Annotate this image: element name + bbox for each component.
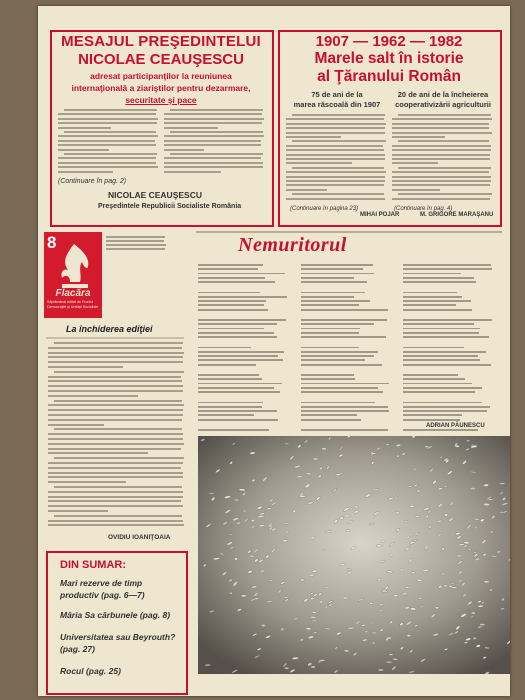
text-line <box>392 180 491 182</box>
text-line <box>106 240 164 242</box>
anniversary-author-left: MIHAI POJAR <box>360 212 400 218</box>
masthead-name: Flacăra <box>55 288 91 299</box>
text-line <box>392 176 491 178</box>
poem-line <box>403 429 478 431</box>
text-line <box>48 424 104 426</box>
poem-line <box>403 264 491 266</box>
poem-line <box>301 264 373 266</box>
text-line <box>286 184 384 186</box>
text-line <box>286 136 341 138</box>
president-message-subtitle-2: internaţională a ziariştilor pentru dezarmare, <box>71 83 251 93</box>
text-line <box>48 472 183 474</box>
grain <box>349 508 353 510</box>
text-line <box>48 520 183 522</box>
anniversary-col2-subtitle-2: cooperativizării agriculturii <box>395 100 491 109</box>
contents-item-2-line-1: Mâria Sa cărbunele (pag. 8) <box>60 610 171 620</box>
poem-line <box>198 296 287 298</box>
poem-line <box>301 300 370 302</box>
text-line <box>164 162 263 164</box>
president-message-title-1: MESAJUL PREŞEDINTELUI <box>61 33 261 50</box>
anniversary-col1-subtitle-1: 75 de ani de la <box>311 90 363 99</box>
text-line <box>392 127 489 129</box>
poem-line <box>301 309 389 311</box>
contents-item-3-line-2: (pag. 27) <box>60 644 95 654</box>
text-line <box>48 476 183 478</box>
poem-line <box>403 364 491 366</box>
text-line <box>164 122 262 124</box>
poem-line <box>403 378 465 380</box>
text-line <box>164 171 221 173</box>
text-line <box>286 154 385 156</box>
poem-line <box>301 304 360 306</box>
poem-line <box>198 359 283 361</box>
anniversary-col2-subtitle-1: 20 de ani de la încheierea <box>397 90 489 99</box>
poem-line <box>403 268 491 270</box>
grain <box>407 634 411 637</box>
poem-line <box>301 273 374 275</box>
text-line <box>286 189 327 191</box>
grain <box>284 667 288 669</box>
text-line <box>58 135 158 137</box>
text-line <box>286 149 384 151</box>
text-line <box>286 198 385 200</box>
text-line <box>48 452 148 454</box>
text-line <box>54 400 182 402</box>
anniversary-continuation-right: (Continuare în pag. 4) <box>394 206 453 212</box>
grain <box>459 580 463 582</box>
text-line <box>292 140 386 142</box>
poem-line <box>198 277 265 279</box>
poem-line <box>198 391 280 393</box>
grain <box>254 598 259 600</box>
signature-name: NICOLAE CEAUŞESCU <box>108 190 202 200</box>
text-line <box>64 131 156 133</box>
grain <box>425 446 429 448</box>
president-message-continuation: (Continuare în pag. 2) <box>58 178 127 185</box>
poem-line <box>403 336 488 338</box>
text-line <box>398 193 492 195</box>
contents-title: DIN SUMAR: <box>60 559 126 571</box>
grain <box>371 632 377 634</box>
poem-line <box>198 273 285 275</box>
editorial-body <box>48 342 184 530</box>
text-line <box>392 158 490 160</box>
contents-box <box>46 551 188 695</box>
grain <box>319 601 322 603</box>
anniversary-body <box>286 114 492 200</box>
anniversary-years: 1907 — 1962 — 1982 <box>315 33 463 50</box>
grain-photo-image <box>198 436 510 674</box>
grain <box>444 485 448 487</box>
text-line <box>106 236 165 238</box>
text-line <box>164 140 261 142</box>
poem-line <box>301 355 375 357</box>
text-line <box>48 347 182 349</box>
text-line <box>170 131 263 133</box>
poem-line <box>301 332 360 334</box>
text-line <box>48 524 184 526</box>
poem-line <box>301 328 360 330</box>
text-line <box>48 481 126 483</box>
poem-line <box>403 383 472 385</box>
poem-line <box>301 347 360 349</box>
text-line <box>54 371 184 373</box>
signature-role: Preşedintele Republicii Socialiste România <box>98 203 242 210</box>
poem-line <box>198 355 278 357</box>
issue-number: 8 <box>47 233 57 252</box>
poem-line <box>198 319 286 321</box>
grain <box>406 536 410 538</box>
poem-line <box>198 374 259 376</box>
text-line <box>48 356 183 358</box>
poem-author: ADRIAN PĂUNESCU <box>426 423 485 429</box>
poem-line <box>301 378 356 380</box>
text-line <box>286 145 383 147</box>
poem-line <box>198 429 269 431</box>
text-line <box>54 428 182 430</box>
poem-line <box>403 300 470 302</box>
poem-title: Nemuritorul <box>238 234 347 256</box>
grain <box>299 495 306 498</box>
grain <box>205 664 211 666</box>
text-line <box>164 118 264 120</box>
anniversary-author-right: M. GRIGORE MARAŞANU <box>420 212 494 218</box>
text-line <box>286 123 386 125</box>
text-line <box>392 123 489 125</box>
poem-line <box>301 292 365 294</box>
text-line <box>64 153 157 155</box>
grain <box>483 503 489 506</box>
grain <box>313 458 318 460</box>
poem-line <box>301 364 382 366</box>
text-line <box>286 158 385 160</box>
text-line <box>48 448 181 450</box>
text-line <box>392 132 492 134</box>
text-line <box>398 167 491 169</box>
text-line <box>48 390 183 392</box>
editorial-author: OVIDIU IOANIŢOAIA <box>108 534 171 541</box>
masthead-tagline: Săptămânal editat de Frontul Democraţiei şi Unităţii Socialiste <box>47 300 99 309</box>
text-line <box>170 153 263 155</box>
text-line <box>164 127 218 129</box>
text-line <box>48 443 184 445</box>
poem-line <box>403 296 462 298</box>
poem-line <box>198 414 254 416</box>
poem-line <box>198 410 277 412</box>
text-line <box>398 140 489 142</box>
grain <box>310 616 316 618</box>
text-line <box>48 380 182 382</box>
poem-line <box>198 292 260 294</box>
grain <box>324 587 329 589</box>
text-line <box>48 376 181 378</box>
text-line <box>392 118 492 120</box>
anniversary-title-2: al Ţăranului Român <box>317 68 461 85</box>
poem-line <box>301 319 388 321</box>
text-line <box>164 166 263 168</box>
grain <box>464 541 470 544</box>
grain <box>234 499 239 501</box>
grain <box>229 592 232 594</box>
poem-line <box>198 300 266 302</box>
poem-line <box>301 402 375 404</box>
grain <box>412 468 418 470</box>
text-line <box>164 135 264 137</box>
text-line <box>48 462 183 464</box>
poem-line <box>198 406 262 408</box>
poem-line <box>198 304 264 306</box>
poem-line <box>403 304 456 306</box>
poem-line <box>198 281 275 283</box>
editorial-rule <box>46 337 184 339</box>
text-line <box>106 244 166 246</box>
text-line <box>292 167 384 169</box>
poem-line <box>301 391 383 393</box>
text-line <box>292 193 384 195</box>
poem-line <box>301 281 367 283</box>
text-line <box>48 361 183 363</box>
poem-line <box>198 323 277 325</box>
poem-line <box>403 374 457 376</box>
anniversary-col1-subtitle-2: marea răscoală din 1907 <box>293 100 381 109</box>
text-line <box>48 419 182 421</box>
poem-line <box>403 359 479 361</box>
text-line <box>392 154 490 156</box>
text-line <box>54 486 182 488</box>
grain <box>378 669 383 671</box>
text-line <box>48 385 183 387</box>
poem-line <box>198 336 277 338</box>
poem-line <box>403 410 486 412</box>
text-line <box>48 433 183 435</box>
poem-text <box>198 264 498 432</box>
wheat-grain-photo <box>198 436 510 674</box>
text-line <box>48 438 183 440</box>
poem-line <box>403 332 479 334</box>
president-message-subtitle-3: securitate şi pace <box>125 95 197 105</box>
text-line <box>286 162 352 164</box>
grain <box>261 624 265 627</box>
poem-line <box>403 351 486 353</box>
grain <box>480 623 485 625</box>
grain <box>389 654 393 656</box>
poem-line <box>301 410 389 412</box>
grain <box>456 555 462 557</box>
contents-item-1-line-1: Mari rezerve de timp <box>60 578 143 588</box>
text-line <box>392 149 491 151</box>
contents-item-4-line-1: Rocul (pag. 25) <box>60 666 121 676</box>
text-line <box>164 157 261 159</box>
text-line <box>58 166 158 168</box>
text-line <box>58 149 109 151</box>
poem-line <box>301 323 374 325</box>
text-line <box>48 404 184 406</box>
text-line <box>58 127 111 129</box>
poem-line <box>198 378 262 380</box>
text-line <box>58 118 158 120</box>
text-line <box>286 118 384 120</box>
text-line <box>48 500 181 502</box>
grain <box>376 545 382 547</box>
text-line <box>58 140 155 142</box>
text-line <box>392 189 440 191</box>
text-line <box>58 162 156 164</box>
poem-line <box>403 355 478 357</box>
grain <box>470 487 476 490</box>
text-line <box>170 109 263 111</box>
poem-line <box>301 383 389 385</box>
text-line <box>286 171 386 173</box>
grain <box>241 595 247 597</box>
grain <box>394 594 398 597</box>
poem-line <box>301 419 362 421</box>
text-line <box>286 180 385 182</box>
grain <box>311 666 315 668</box>
poem-line <box>198 383 282 385</box>
text-line <box>292 114 385 116</box>
poem-line <box>198 402 263 404</box>
text-line <box>392 136 445 138</box>
text-line <box>58 122 157 124</box>
text-line <box>58 157 156 159</box>
grain <box>488 499 493 501</box>
president-message-title-2: NICOLAE CEAUŞESCU <box>78 51 244 68</box>
text-line <box>64 109 157 111</box>
grain <box>377 578 381 581</box>
poem-line <box>198 264 263 266</box>
editorial-heading: La închiderea ediţiei <box>66 324 153 334</box>
president-message-body <box>58 109 264 175</box>
grain <box>322 549 326 551</box>
text-line <box>54 515 182 517</box>
grain <box>435 606 439 609</box>
text-line <box>48 414 183 416</box>
text-line <box>58 113 156 115</box>
poem-line <box>198 309 268 311</box>
text-line <box>392 145 491 147</box>
text-line <box>164 144 261 146</box>
poem-line <box>301 296 354 298</box>
text-line <box>48 505 183 507</box>
text-line <box>286 132 385 134</box>
text-line <box>48 352 184 354</box>
text-line <box>48 496 183 498</box>
text-line <box>164 149 204 151</box>
newspaper-page <box>38 6 510 696</box>
poem-line <box>301 374 354 376</box>
text-line <box>58 171 113 173</box>
text-line <box>48 510 108 512</box>
text-line <box>392 198 490 200</box>
poem-line <box>403 277 474 279</box>
poem-line <box>198 387 274 389</box>
text-line <box>286 176 385 178</box>
text-line <box>398 114 491 116</box>
grain <box>473 552 477 554</box>
poem-line <box>301 268 364 270</box>
text-line <box>392 171 489 173</box>
text-line <box>392 184 490 186</box>
poem-line <box>301 406 389 408</box>
grain <box>306 627 312 630</box>
poem-line <box>403 323 474 325</box>
grain <box>369 602 373 604</box>
contents-item-1-line-2: productiv (pag. 6—7) <box>60 590 145 600</box>
flacara-masthead-logo <box>44 232 102 318</box>
grain <box>483 581 489 583</box>
poem-line <box>198 332 274 334</box>
poem-line <box>301 336 386 338</box>
poem-line <box>301 351 378 353</box>
poem-line <box>403 328 479 330</box>
poem-line <box>301 387 379 389</box>
text-line <box>54 342 183 344</box>
grain <box>346 530 350 532</box>
poem-line <box>198 364 256 366</box>
poem-line <box>301 429 388 431</box>
poem-line <box>198 328 264 330</box>
poem-line <box>403 406 489 408</box>
text-line <box>54 457 184 459</box>
poem-line <box>198 347 251 349</box>
poem-line <box>301 359 366 361</box>
grain <box>284 523 289 525</box>
grain <box>386 661 393 663</box>
text-line <box>58 144 156 146</box>
poem-line <box>403 391 475 393</box>
poem-line <box>403 347 464 349</box>
poem-line <box>198 419 278 421</box>
poem-line <box>403 309 471 311</box>
contents-item-3-line-1: Universitatea sau Beyrouth? <box>60 632 176 642</box>
grain <box>344 650 349 653</box>
anniversary-title-1: Marele salt în istorie <box>314 50 464 67</box>
anniversary-continuation-left: (Continuare în pagina 23) <box>290 206 359 212</box>
text-line <box>48 409 183 411</box>
poem-line <box>301 414 357 416</box>
text-line <box>48 395 138 397</box>
poem-line <box>403 402 482 404</box>
text-line <box>392 162 438 164</box>
poem-top-rule <box>196 231 502 233</box>
president-message-subtitle-1: adresat participanţilor la reuniunea <box>90 71 232 81</box>
grain <box>328 604 332 606</box>
poem-line <box>198 351 284 353</box>
grain <box>483 484 488 487</box>
grain <box>444 585 448 587</box>
text-line <box>48 366 123 368</box>
poem-line <box>403 387 481 389</box>
text-line <box>48 467 181 469</box>
poem-line <box>403 419 459 421</box>
grain <box>410 607 416 610</box>
poem-line <box>403 281 476 283</box>
text-line <box>286 127 385 129</box>
poem-line <box>403 273 461 275</box>
text-line <box>164 113 262 115</box>
poem-line <box>301 277 354 279</box>
poem-line <box>403 414 461 416</box>
poem-line <box>198 268 258 270</box>
poem-line <box>403 319 492 321</box>
grain <box>478 605 483 607</box>
issue-meta-lines <box>106 236 166 250</box>
text-line <box>48 491 183 493</box>
poem-line <box>403 292 457 294</box>
text-line <box>106 248 165 250</box>
